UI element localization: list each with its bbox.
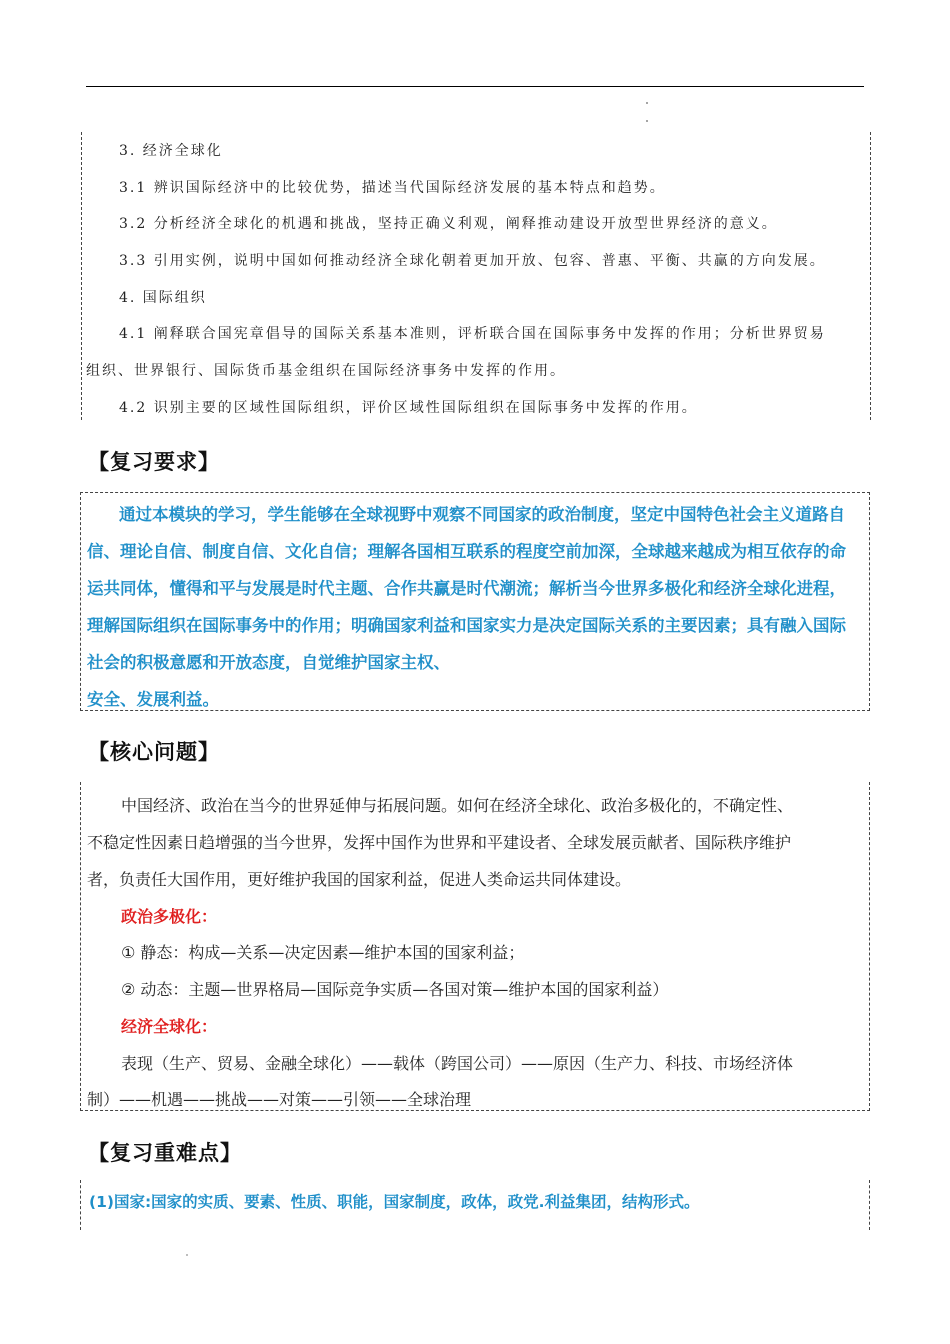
objective-line: 3.1 辨识国际经济中的比较优势，描述当代国际经济发展的基本特点和趋势。 bbox=[119, 180, 666, 196]
key-point-line: (1)国家:国家的实质、要素、性质、职能，国家制度，政体，政党.利益集团，结构形式。 bbox=[89, 1193, 700, 1211]
speck bbox=[646, 102, 648, 104]
objective-line: 4. 国际组织 bbox=[119, 290, 207, 306]
issue-line: 不稳定性因素日趋增强的当今世界，发挥中国作为世界和平建设者、全球发展贡献者、国际秩序维护 bbox=[87, 833, 792, 852]
requirement-line: 信、理论自信、制度自信、文化自信；理解各国相互联系的程度空前加深，全球越来越成为相互依存的命 bbox=[87, 542, 846, 561]
objective-line: 3.3 引用实例，说明中国如何推动经济全球化朝着更加开放、包容、普惠、平衡、共赢的方向发展。 bbox=[119, 253, 826, 269]
requirement-line: 社会的积极意愿和开放态度，自觉维护国家主权、 bbox=[87, 653, 450, 672]
key-points-box bbox=[80, 1180, 870, 1230]
economic-globalization-title: 经济全球化： bbox=[121, 1017, 218, 1036]
globalization-line: 表现（生产、贸易、金融全球化）——载体（跨国公司）——原因（生产力、科技、市场经济体 bbox=[121, 1054, 794, 1073]
core-issues-box bbox=[80, 782, 870, 1111]
review-requirements-box bbox=[80, 492, 870, 711]
speck bbox=[646, 120, 648, 122]
requirement-line: 通过本模块的学习，学生能够在全球视野中观察不同国家的政治制度，坚定中国特色社会主义道路自 bbox=[119, 505, 845, 524]
objectives-box bbox=[81, 132, 871, 420]
key-points-heading: 【复习重难点】 bbox=[88, 1141, 242, 1165]
objective-line: 4.1 阐释联合国宪章倡导的国际关系基本准则，评析联合国在国际事务中发挥的作用；分析世界贸易 bbox=[119, 326, 826, 342]
objective-line: 3.2 分析经济全球化的机遇和挑战，坚持正确义利观，阐释推动建设开放型世界经济的意义。 bbox=[119, 216, 778, 232]
requirement-line: 运共同体，懂得和平与发展是时代主题、合作共赢是时代潮流；解析当今世界多极化和经济全球化进程， bbox=[87, 579, 846, 598]
issue-line: 者，负责任大国作用，更好维护我国的国家利益，促进人类命运共同体建设。 bbox=[87, 870, 632, 889]
issue-line: 中国经济、政治在当今的世界延伸与拓展问题。如何在经济全球化、政治多极化的，不确定性、 bbox=[121, 796, 794, 815]
objective-line: 3. 经济全球化 bbox=[119, 143, 223, 159]
globalization-line: 制）——机遇——挑战——对策——引领——全球治理 bbox=[87, 1090, 472, 1109]
objective-line: 组织、世界银行、国际货币基金组织在国际经济事务中发挥的作用。 bbox=[86, 363, 566, 379]
core-issues-heading: 【核心问题】 bbox=[88, 740, 220, 764]
politics-multipolar-title: 政治多极化： bbox=[121, 907, 218, 926]
header-rule bbox=[86, 86, 864, 87]
requirement-line: 安全、发展利益。 bbox=[87, 690, 219, 709]
politics-static-line: ① 静态：构成—关系—决定因素—维护本国的国家利益； bbox=[121, 943, 525, 962]
politics-dynamic-line: ② 动态：主题—世界格局—国际竞争实质—各国对策—维护本国的国家利益） bbox=[121, 980, 669, 999]
speck bbox=[186, 1254, 188, 1256]
review-requirements-heading: 【复习要求】 bbox=[88, 450, 220, 474]
requirement-line: 理解国际组织在国际事务中的作用；明确国家利益和国家实力是决定国际关系的主要因素；具有融入国际 bbox=[87, 616, 846, 635]
objective-line: 4.2 识别主要的区域性国际组织，评价区域性国际组织在国际事务中发挥的作用。 bbox=[119, 400, 698, 416]
